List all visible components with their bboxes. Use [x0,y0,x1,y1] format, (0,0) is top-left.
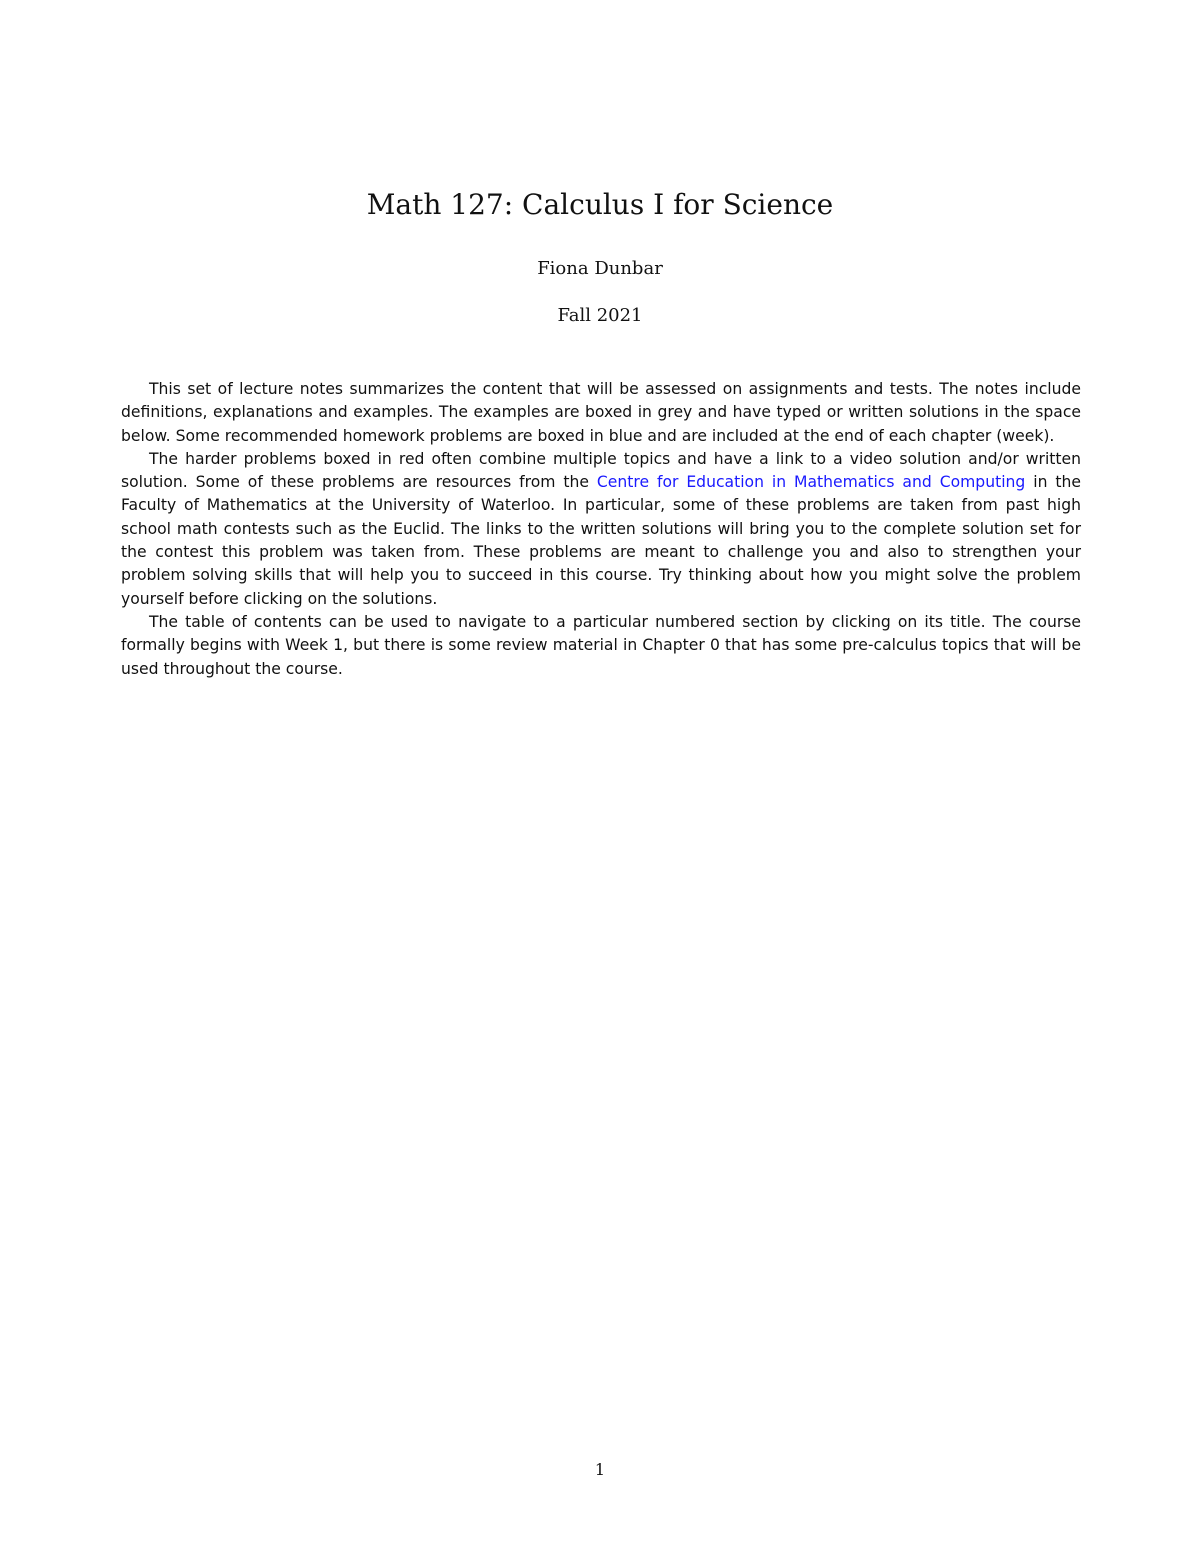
abstract [121,378,1081,681]
document-date: Fall 2021 [557,305,643,326]
document-title: Math 127: Calculus I for Science [366,188,834,221]
paragraph-text-after-link: in the Faculty of Mathematics at the University of Waterloo. In particular, some of these problems are taken from past high school math contests such as the Euclid. The links to the written solutions will bring you to the complete solution set for the contest this problem was taken from. These problems are meant to challenge you and also to strengthen your problem solving skills that will help you to succeed in this course. Try thinking about how you might solve the problem yourself before clicking on the solutions. [121,473,1081,608]
paragraph-intro: This set of lecture notes summarizes the content that will be assessed on assignments and tests. The notes include definitions, explanations and examples. The examples are boxed in grey and have typed or written solutions in the space below. Some recommended homework problems are boxed in blue and are included at the end of each chapter (week). [121,380,1081,445]
document-author: Fiona Dunbar [537,258,663,279]
paragraph-harder-problems [121,448,1081,611]
page-number: 1 [594,1460,606,1479]
paragraph-table-of-contents: The table of contents can be used to navigate to a particular numbered section by clicking on its title. The course formally begins with Week 1, but there is some review material in Chapter 0 that has some pre-calculus topics that will be used throughout the course. [121,612,1081,678]
paragraph-text-before-link: The harder problems boxed in red often combine multiple topics and have a link to a video solution and/or written solution. Some of these problems are resources from the [121,449,1081,492]
cemc-link[interactable]: Centre for Education in Mathematics and Computing [596,473,1026,492]
